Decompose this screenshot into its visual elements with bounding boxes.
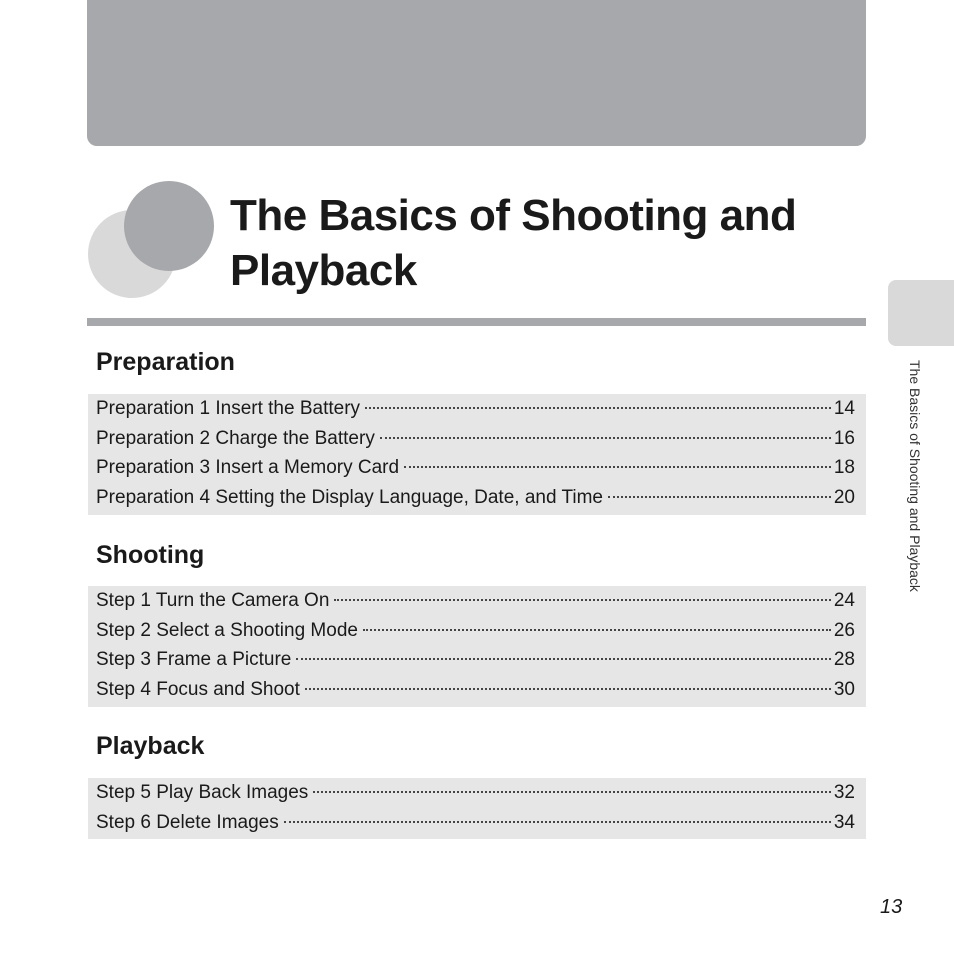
toc-entry[interactable] xyxy=(96,808,855,838)
toc-entry-label: Preparation 2 Charge the Battery xyxy=(96,427,375,449)
dot-leader xyxy=(380,437,831,439)
section-heading-preparation: Preparation xyxy=(96,348,235,376)
toc-entry-page: 32 xyxy=(833,782,855,803)
dot-leader xyxy=(363,629,831,631)
toc-entry[interactable] xyxy=(96,453,855,483)
toc-list-playback xyxy=(88,778,866,839)
toc-entry-label: Step 3 Frame a Picture xyxy=(96,649,292,670)
toc-entry-label: Preparation 4 Setting the Display Language, Date, and Time xyxy=(96,486,603,508)
header-band xyxy=(87,0,866,146)
toc-entry-page: 20 xyxy=(833,486,855,508)
toc-entry-page: 14 xyxy=(833,398,855,419)
toc-entry-page: 24 xyxy=(833,590,855,611)
dot-leader xyxy=(296,658,830,660)
toc-entry[interactable] xyxy=(96,616,855,646)
toc-entry[interactable] xyxy=(96,483,855,513)
toc-entry-label: Preparation 1 Insert the Battery xyxy=(96,398,361,419)
chapter-title: The Basics of Shooting and Playback xyxy=(230,191,797,295)
toc-entry-page: 30 xyxy=(833,678,855,700)
toc-entry-page: 18 xyxy=(833,457,855,478)
page-number: 13 xyxy=(880,896,903,918)
toc-entry-label: Step 4 Focus and Shoot xyxy=(96,678,300,700)
section-heading-playback: Playback xyxy=(96,732,205,760)
toc-entry[interactable] xyxy=(96,675,855,705)
toc-entry[interactable] xyxy=(96,586,855,616)
dot-leader xyxy=(305,688,831,690)
toc-entry-label: Step 1 Turn the Camera On xyxy=(96,590,330,611)
toc-entry-page: 26 xyxy=(833,619,855,641)
toc-entry-page: 16 xyxy=(833,427,855,449)
toc-list-preparation xyxy=(88,394,866,515)
toc-entry-page: 34 xyxy=(833,811,855,833)
dot-leader xyxy=(365,407,831,409)
dot-leader xyxy=(313,791,831,793)
toc-entry[interactable] xyxy=(96,394,855,424)
dot-leader xyxy=(404,466,831,468)
toc-entry-label: Step 6 Delete Images xyxy=(96,811,279,833)
toc-entry[interactable] xyxy=(96,424,855,454)
chapter-circle-decoration-dark xyxy=(124,181,214,271)
dot-leader xyxy=(608,496,831,498)
toc-entry[interactable] xyxy=(96,778,855,808)
dot-leader xyxy=(284,821,831,823)
chapter-side-label: The Basics of Shooting and Playback xyxy=(907,360,923,592)
toc-entry-label: Preparation 3 Insert a Memory Card xyxy=(96,457,400,478)
toc-entry-label: Step 2 Select a Shooting Mode xyxy=(96,619,358,641)
title-divider xyxy=(87,318,866,326)
toc-list-shooting xyxy=(88,586,866,707)
section-heading-shooting: Shooting xyxy=(96,541,205,569)
toc-entry[interactable] xyxy=(96,645,855,675)
toc-entry-page: 28 xyxy=(833,649,855,670)
dot-leader xyxy=(334,599,830,601)
toc-entry-label: Step 5 Play Back Images xyxy=(96,782,309,803)
chapter-side-tab[interactable] xyxy=(888,280,954,346)
